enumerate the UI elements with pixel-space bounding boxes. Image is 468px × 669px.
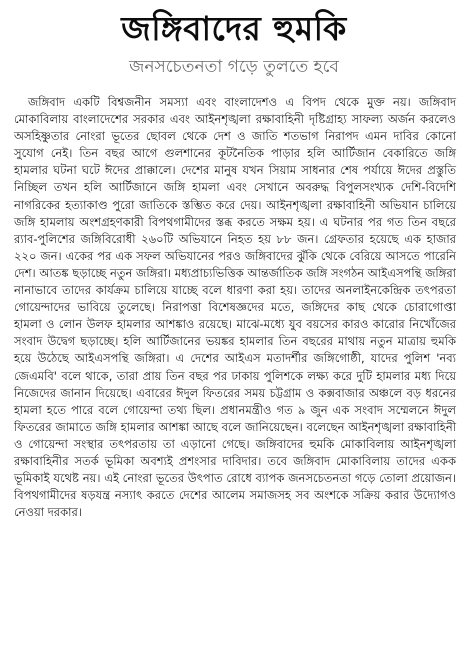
- article-paragraph: জঙ্গিবাদ একটি বিশ্বজনীন সমস্যা এবং বাংলাদেশও এ বিপদ থেকে মুক্ত নয়। জঙ্গিবাদ মোকাবিলায় বাংলাদেশের সরকার এবং আইনশৃঙ্খলা রক্ষাবাহিনী দৃষ্টিগ্রাহ্য সাফল্য অর্জন করলেও অসহিষ্ণুতার নোংরা ভূতের ছোবল থেকে দেশ ও জাতি শতভাগ নিরাপদ এমন দাবির কোনো সুযোগ নেই। তিন বছর আগে গুলশানের কূটনৈতিক পাড়ার হলি আর্টিজান বেকারিতে জঙ্গি হামলার ঘটনা ঘটে ঈদের প্রাক্কালে। দেশের মানুষ যখন সিয়াম সাধনার শেষ পর্যায়ে ঈদের প্রস্তুতি নিচ্ছিল তখন হলি আর্টিজানে জঙ্গি হামলা এবং সেখানে অবরুদ্ধ বিপুলসংখ্যক দেশি-বিদেশি নাগরিকের হত্যাকাণ্ড পুরো জাতিকে স্তম্ভিত করে দেয়। আইনশৃঙ্খলা রক্ষাবাহিনী অভিযান চালিয়ে জঙ্গি হামলায় অংশগ্রহণকারী বিপথগামীদের স্তব্ধ করতে সক্ষম হয়। এ ঘটনার পর গত তিন বছরে র‍্যাব-পুলিশের জঙ্গিবিরোধী ২৬০টি অভিযানে নিহত হয় ৮৮ জন। গ্রেফতার হয়েছে এক হাজার ২২০ জন। একের পর এক সফল অভিযানের পরও জঙ্গিবাদের ঝুঁকি থেকে বেরিয়ে আসতে পারেনি দেশ। আতঙ্ক ছড়াচ্ছে নতুন জঙ্গিরা। মধ্যপ্রাচ্যভিত্তিক আন্তর্জাতিক জঙ্গি সংগঠন আইএসপন্থি জঙ্গিরা নানাভাবে তাদের কার্যক্রম চালিয়ে যাচ্ছে বলে ধারণা করা হয়। তাদের অনলাইনকেন্দ্রিক তৎপরতা গোয়েন্দাদের ভাবিয়ে তুলেছে। নিরাপত্তা বিশেষজ্ঞদের মতে, জঙ্গিদের কাছ থেকে চোরাগোপ্তা হামলা ও লোন উলফ হামলার আশঙ্কাও রয়েছে। মাঝে-মধ্যে যুব বয়সের কারও কারোর নিখোঁজের সংবাদ উদ্বেগ ছড়াচ্ছে। হলি আর্টিজানের ভয়ঙ্কর হামলার তিন বছরের মাথায় নতুন মাত্রায় হুমকি হয়ে উঠেছে আইএসপন্থি জঙ্গিরা। এ দেশের আইএস মতাদর্শীর জঙ্গিগোষ্ঠী, যাদের পুলিশ 'নব্য জেএমবি' বলে থাকে, তারা প্রায় তিন বছর পর ঢাকায় পুলিশকে লক্ষ্য করে দুটি হামলার মধ্য দিয়ে নিজেদের জানান দিয়েছে। এবারের ঈদুল ফিতরের সময় চট্টগ্রাম ও কক্সবাজার অঞ্চলে বড় ধরনের হামলা হতে পারে বলে গোয়েন্দা তথ্য ছিল। প্রধানমন্ত্রীও গত ৯ জুন এক সংবাদ সম্মেলনে ঈদুল ফিতরের জামাতে জঙ্গি হামলার আশঙ্কা আছে বলে জানিয়েছেন। বলেছেন আইনশৃঙ্খলা রক্ষাবাহিনী ও গোয়েন্দা সংস্থার তৎপরতায় তা এড়ানো গেছে। জঙ্গিবাদের হুমকি মোকাবিলায় আইনশৃঙ্খলা রক্ষাবাহিনীর সতর্ক ভূমিকা অবশ্যই প্রশংসার দাবিদার। তবে জঙ্গিবাদ মোকাবিলায় তাদের একক ভূমিকাই যথেষ্ট নয়। এই নোংরা ভূতের উৎপাত রোধে ব্যাপক জনসচেতনতা গড়ে তোলা প্রয়োজন। বিপথগামীদের ষড়যন্ত্র নস্যাৎ করতে দেশের আলেম সমাজসহ সব অংশকে সক্রিয় করার উদ্যোগও নেওয়া দরকার।: [14, 95, 456, 520]
- headline-block: [10, 8, 458, 78]
- article-body: [10, 94, 458, 521]
- headline: জঙ্গিবাদের হুমকি: [121, 9, 347, 48]
- subheadline: জনসচেতনতা গড়ে তুলতে হবে: [129, 57, 339, 77]
